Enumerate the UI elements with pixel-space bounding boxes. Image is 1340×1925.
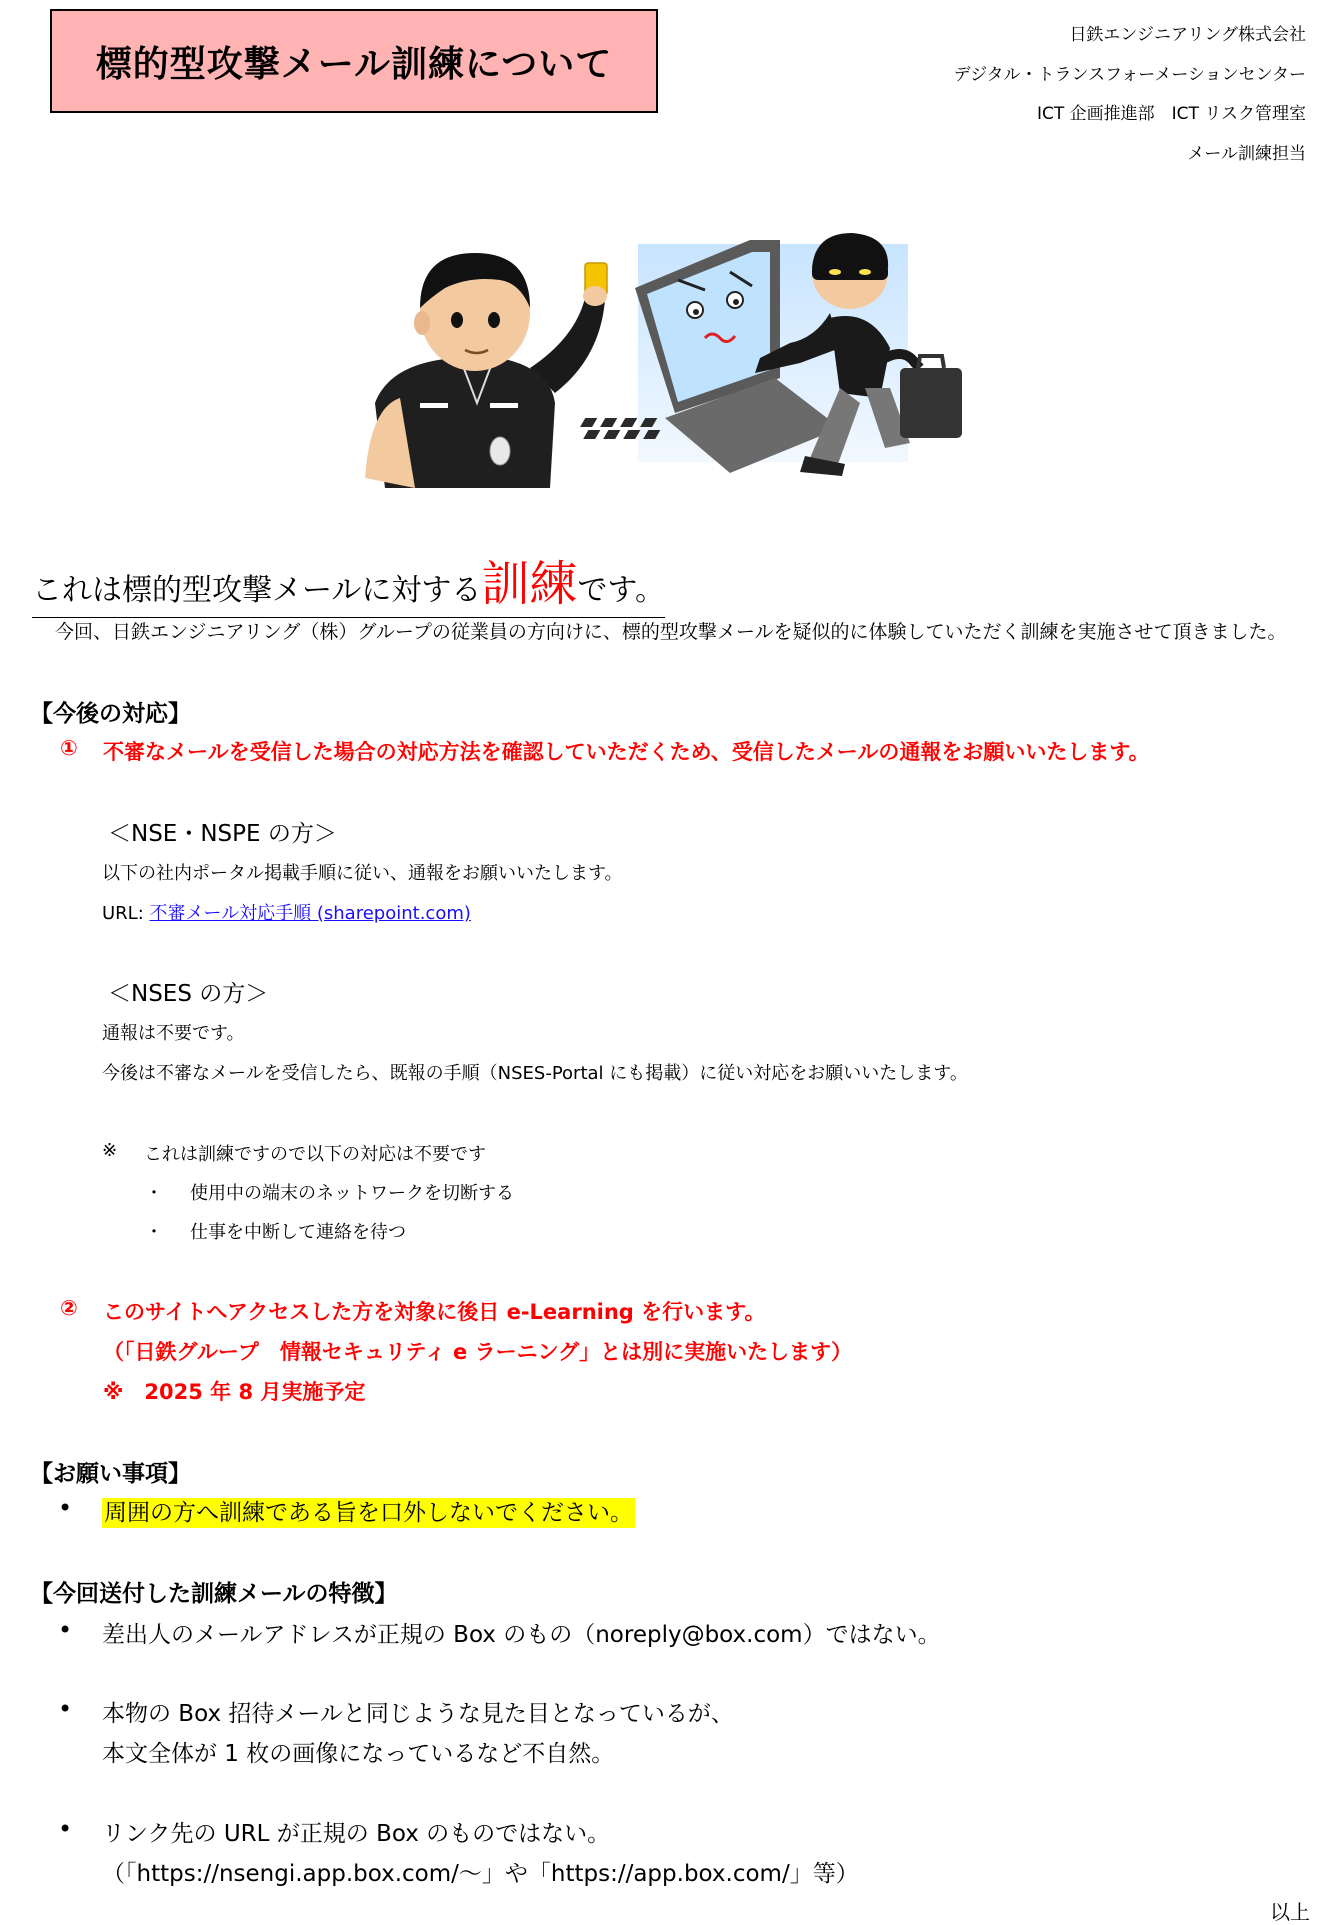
- item2-line-1: このサイトへアクセスした方を対象に後日 e-Learning を行います。: [103, 1300, 766, 1324]
- feature-item-3-line-2: （「https://nsengi.app.box.com/～」や「https://app.box.com/」等）: [102, 1861, 859, 1887]
- headline-emphasis: 訓練: [481, 556, 578, 612]
- closing-mark: 以上: [1270, 1900, 1310, 1924]
- note-item-1: 使用中の端末のネットワークを切断する: [190, 1183, 514, 1204]
- org-contact: メール訓練担当: [1187, 144, 1306, 164]
- item1-text: 不審なメールを受信した場合の対応方法を確認していただくため、受信したメールの通報をお願いいたします。: [103, 740, 1150, 764]
- intro-text: 今回、日鉄エンジニアリング（株）グループの従業員の方向けに、標的型攻撃メールを疑似的に体験していただく訓練を実施させて頂きました。: [55, 621, 1287, 643]
- nses-heading: ＜NSES の方＞: [108, 981, 269, 1007]
- feature-item-3-line-1: リンク先の URL が正規の Box のものではない。: [102, 1821, 611, 1847]
- request-item: [102, 1494, 635, 1527]
- training-headline: [32, 545, 665, 618]
- bullet: •: [58, 1494, 73, 1522]
- training-illustration: [360, 228, 980, 508]
- note-text: これは訓練ですので以下の対応は不要です: [144, 1144, 486, 1165]
- org-department: ICT 企画推進部 ICT リスク管理室: [1036, 104, 1306, 124]
- note-bullet: ・: [145, 1222, 163, 1243]
- item1-number: ①: [60, 736, 78, 760]
- nse-heading: ＜NSE・NSPE の方＞: [108, 821, 337, 847]
- bullet: •: [58, 1815, 73, 1843]
- item2-number: ②: [60, 1296, 78, 1320]
- item2-line-2: （「日鉄グループ 情報セキュリティ e ラーニング」とは別に実施いたします）: [103, 1340, 853, 1364]
- feature-item-2-line-2: 本文全体が 1 枚の画像になっているなど不自然。: [102, 1741, 615, 1767]
- cyberattack-scene: [580, 233, 962, 476]
- org-center: デジタル・トランスフォーメーションセンター: [953, 65, 1306, 85]
- bullet: •: [58, 1695, 73, 1723]
- response-heading: 【今後の対応】: [30, 701, 191, 727]
- briefcase-icon: [900, 368, 962, 438]
- headline-prefix: これは標的型攻撃メールに対する: [32, 573, 482, 608]
- requests-heading: 【お願い事項】: [30, 1461, 191, 1487]
- feature-item-1: 差出人のメールアドレスが正規の Box のもの（noreply@box.com）ではない。: [102, 1622, 941, 1648]
- url-label: URL:: [102, 903, 144, 924]
- item2-line-3: ※ 2025 年 8 月実施予定: [103, 1380, 366, 1404]
- request-item-text: 周囲の方へ訓練である旨を口外しないでください。: [104, 1500, 633, 1526]
- nse-text: 以下の社内ポータル掲載手順に従い、通報をお願いいたします。: [102, 863, 623, 884]
- features-heading: 【今回送付した訓練メールの特徴】: [30, 1581, 398, 1607]
- nses-text-2: 今後は不審なメールを受信したら、既報の手順（NSES-Portal にも掲載）に従い対応をお願いいたします。: [102, 1063, 968, 1084]
- page-title: 標的型攻撃メール訓練について: [50, 9, 658, 113]
- nses-text-1: 通報は不要です。: [102, 1023, 245, 1044]
- headline-suffix: です。: [577, 573, 666, 608]
- procedure-link[interactable]: 不審メール対応手順 (sharepoint.com): [149, 903, 471, 924]
- feature-item-2-line-1: 本物の Box 招待メールと同じような見た目となっているが、: [102, 1701, 734, 1727]
- org-company: 日鉄エンジニアリング株式会社: [1069, 25, 1306, 45]
- note-item-2: 仕事を中断して連絡を待つ: [190, 1222, 406, 1243]
- url-line: [102, 899, 471, 925]
- referee-figure: [365, 253, 607, 488]
- note-mark: ※: [102, 1140, 118, 1161]
- bullet: •: [58, 1616, 73, 1644]
- note-bullet: ・: [145, 1183, 163, 1204]
